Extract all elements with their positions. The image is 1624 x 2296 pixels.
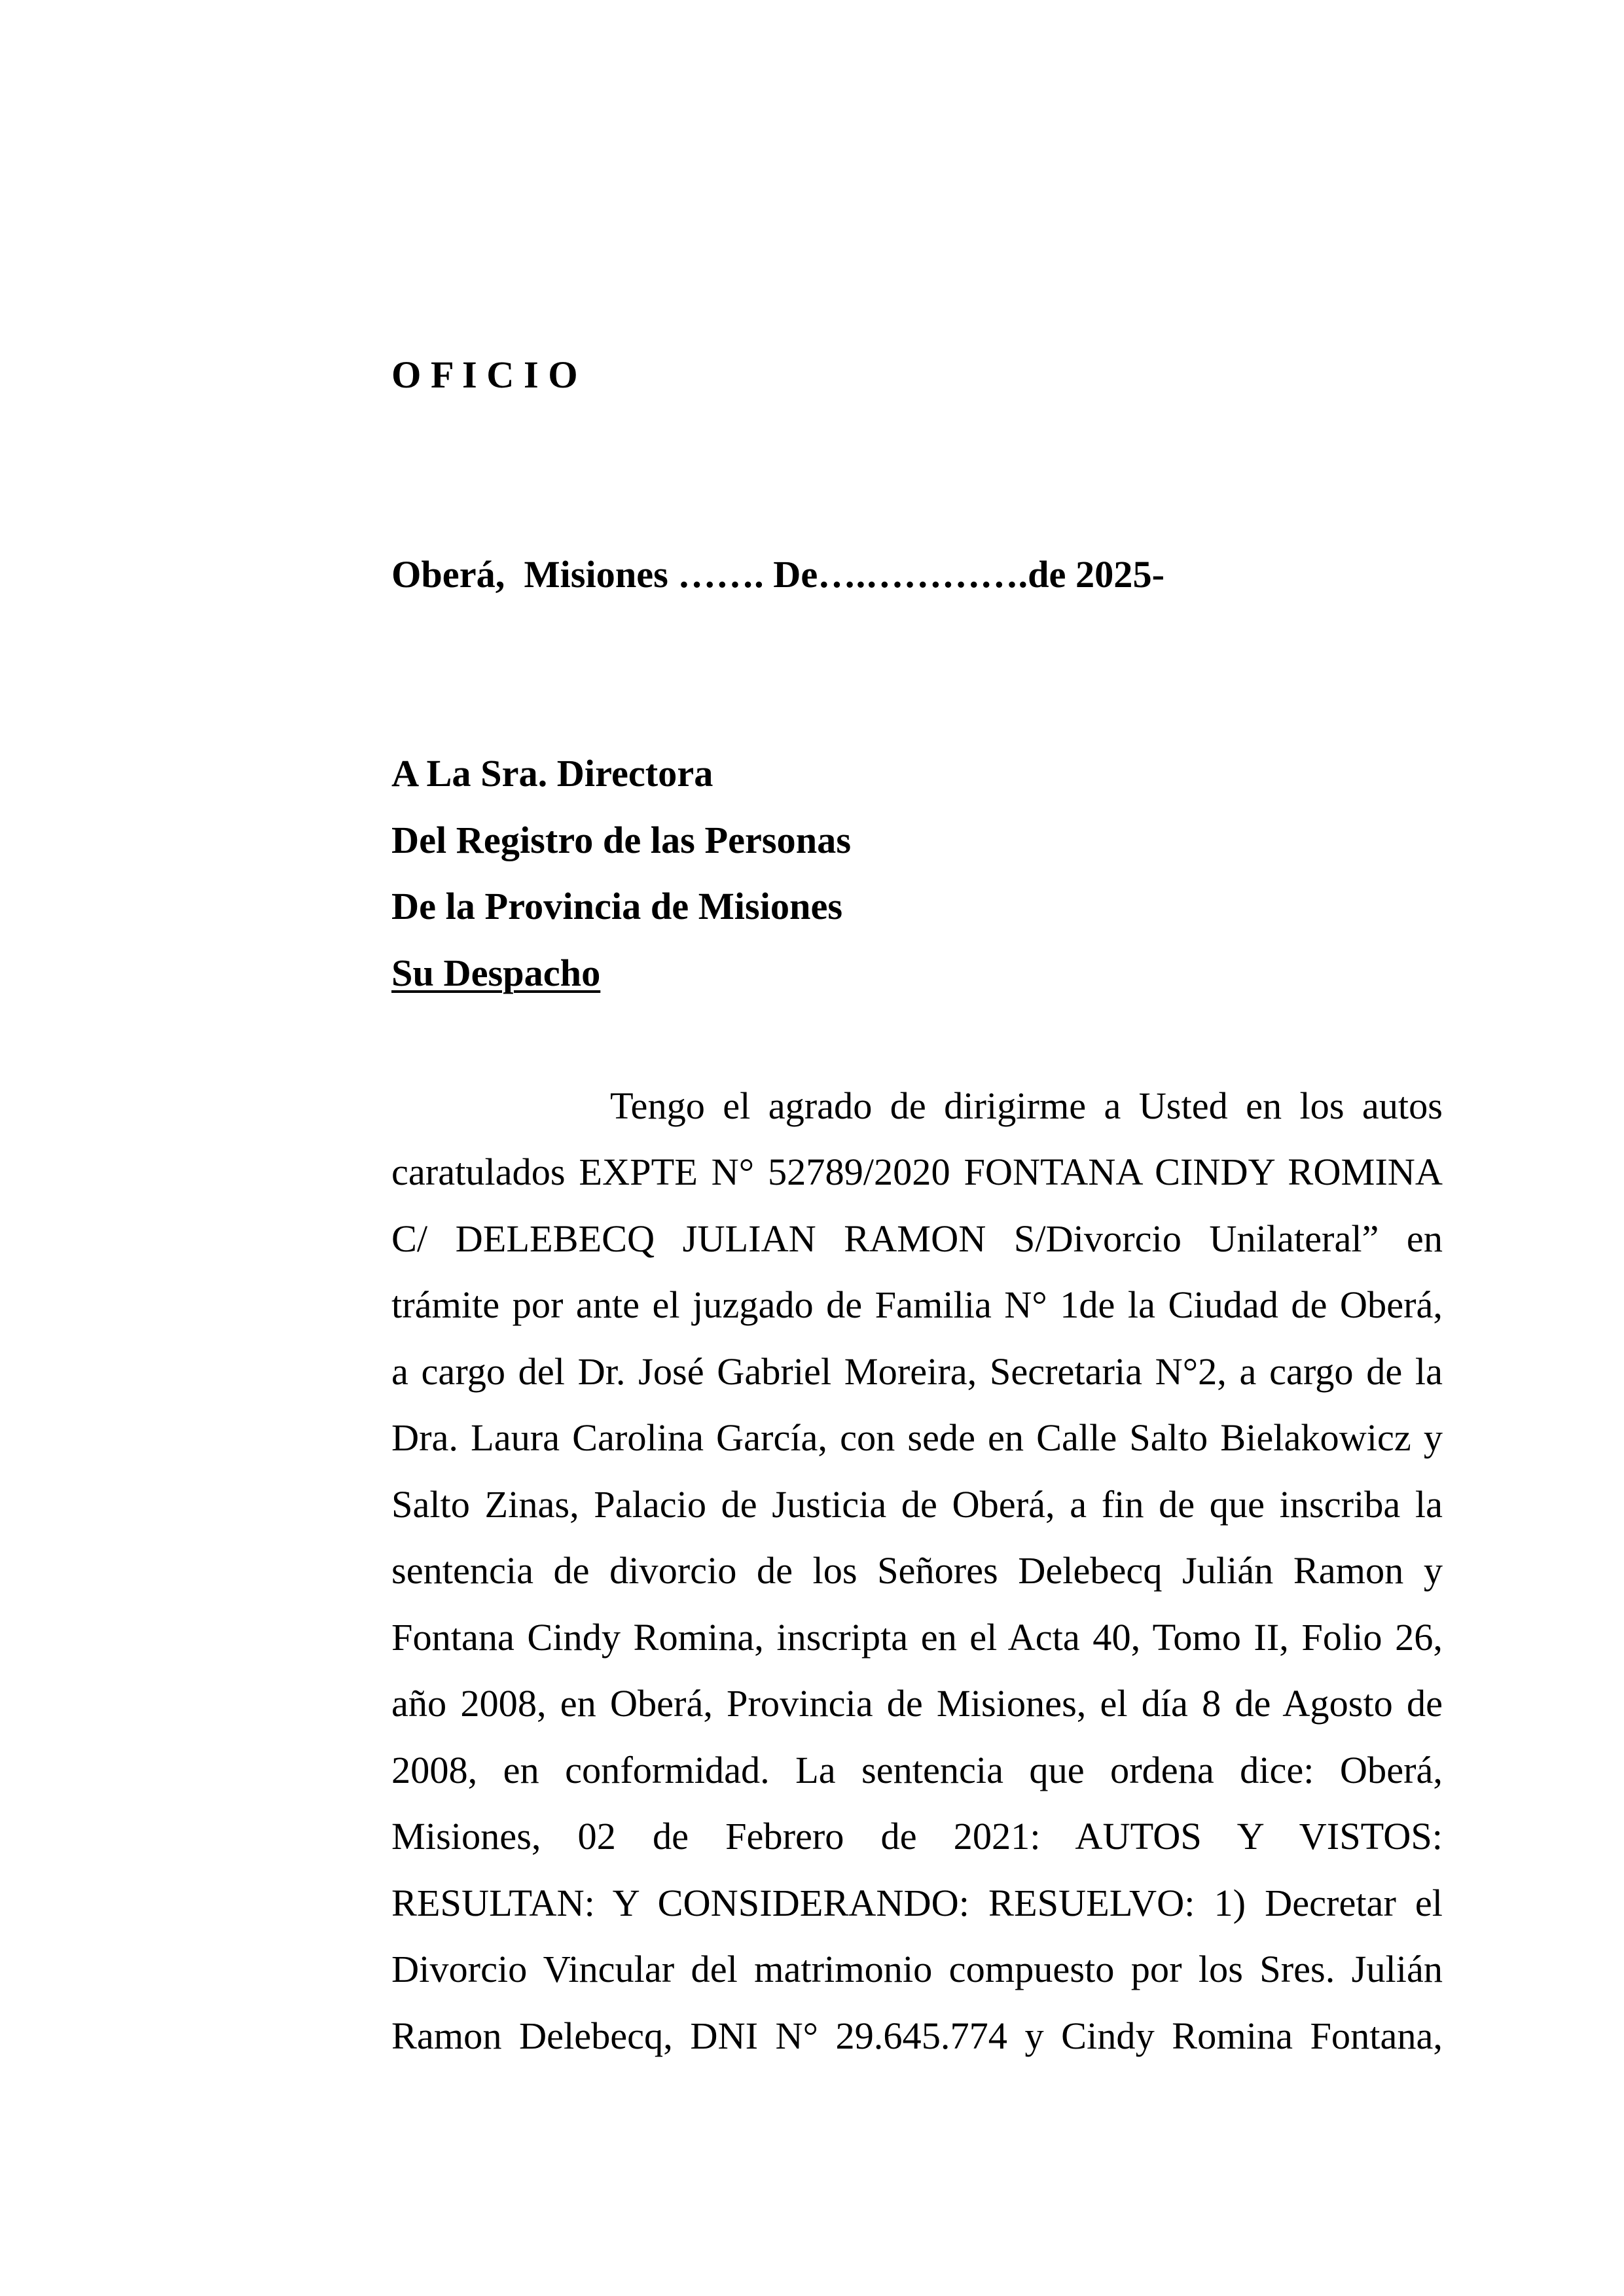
body-paragraph: [391, 1073, 1443, 2070]
body-line: Divorcio Vincular del matrimonio compuesto por los Sres. Julián: [391, 1948, 1443, 1990]
body-line: a cargo del Dr. José Gabriel Moreira, Secretaria N°2, a cargo de la: [391, 1350, 1443, 1393]
body-line: Dra. Laura Carolina García, con sede en Calle Salto Bielakowicz y: [391, 1416, 1443, 1459]
document-title: O F I C I O: [391, 353, 578, 396]
body-line: RESULTAN: Y CONSIDERANDO: RESUELVO: 1) Decretar el: [391, 1881, 1443, 1924]
body-line: Salto Zinas, Palacio de Justicia de Oberá, a fin de que inscriba la: [391, 1482, 1443, 1526]
place-date-line: Oberá, Misiones ……. De….………….de 2025-: [391, 552, 1165, 596]
body-line: C/ DELEBECQ JULIAN RAMON S/Divorcio Unilateral” en: [391, 1217, 1443, 1260]
addressee-line: De la Provincia de Misiones: [391, 885, 843, 927]
body-line: trámite por ante el juzgado de Familia N° 1de la Ciudad de Oberá,: [391, 1283, 1443, 1326]
body-line: caratulados EXPTE N° 52789/2020 FONTANA CINDY ROMINA: [391, 1151, 1443, 1193]
letter-body: [391, 342, 1443, 2069]
addressee-block: [391, 740, 1443, 1006]
body-line: Tengo el agrado de dirigirme a Usted en los autos: [610, 1084, 1443, 1127]
body-line: Ramon Delebecq, DNI N° 29.645.774 y Cindy Romina Fontana,: [391, 2014, 1443, 2057]
body-line: 2008, en conformidad. La sentencia que ordena dice: Oberá,: [391, 1748, 1443, 1791]
addressee-line: A La Sra. Directora: [391, 752, 713, 795]
body-line: sentencia de divorcio de los Señores Delebecq Julián Ramon y: [391, 1549, 1443, 1592]
addressee-line: Del Registro de las Personas: [391, 818, 852, 861]
body-line: Misiones, 02 de Febrero de 2021: AUTOS Y VISTOS:: [391, 1815, 1443, 1857]
body-line: año 2008, en Oberá, Provincia de Misiones, el día 8 de Agosto de: [391, 1682, 1443, 1725]
body-line: Fontana Cindy Romina, inscripta en el Acta 40, Tomo II, Folio 26,: [391, 1615, 1443, 1659]
addressee-closing: Su Despacho: [391, 951, 601, 994]
